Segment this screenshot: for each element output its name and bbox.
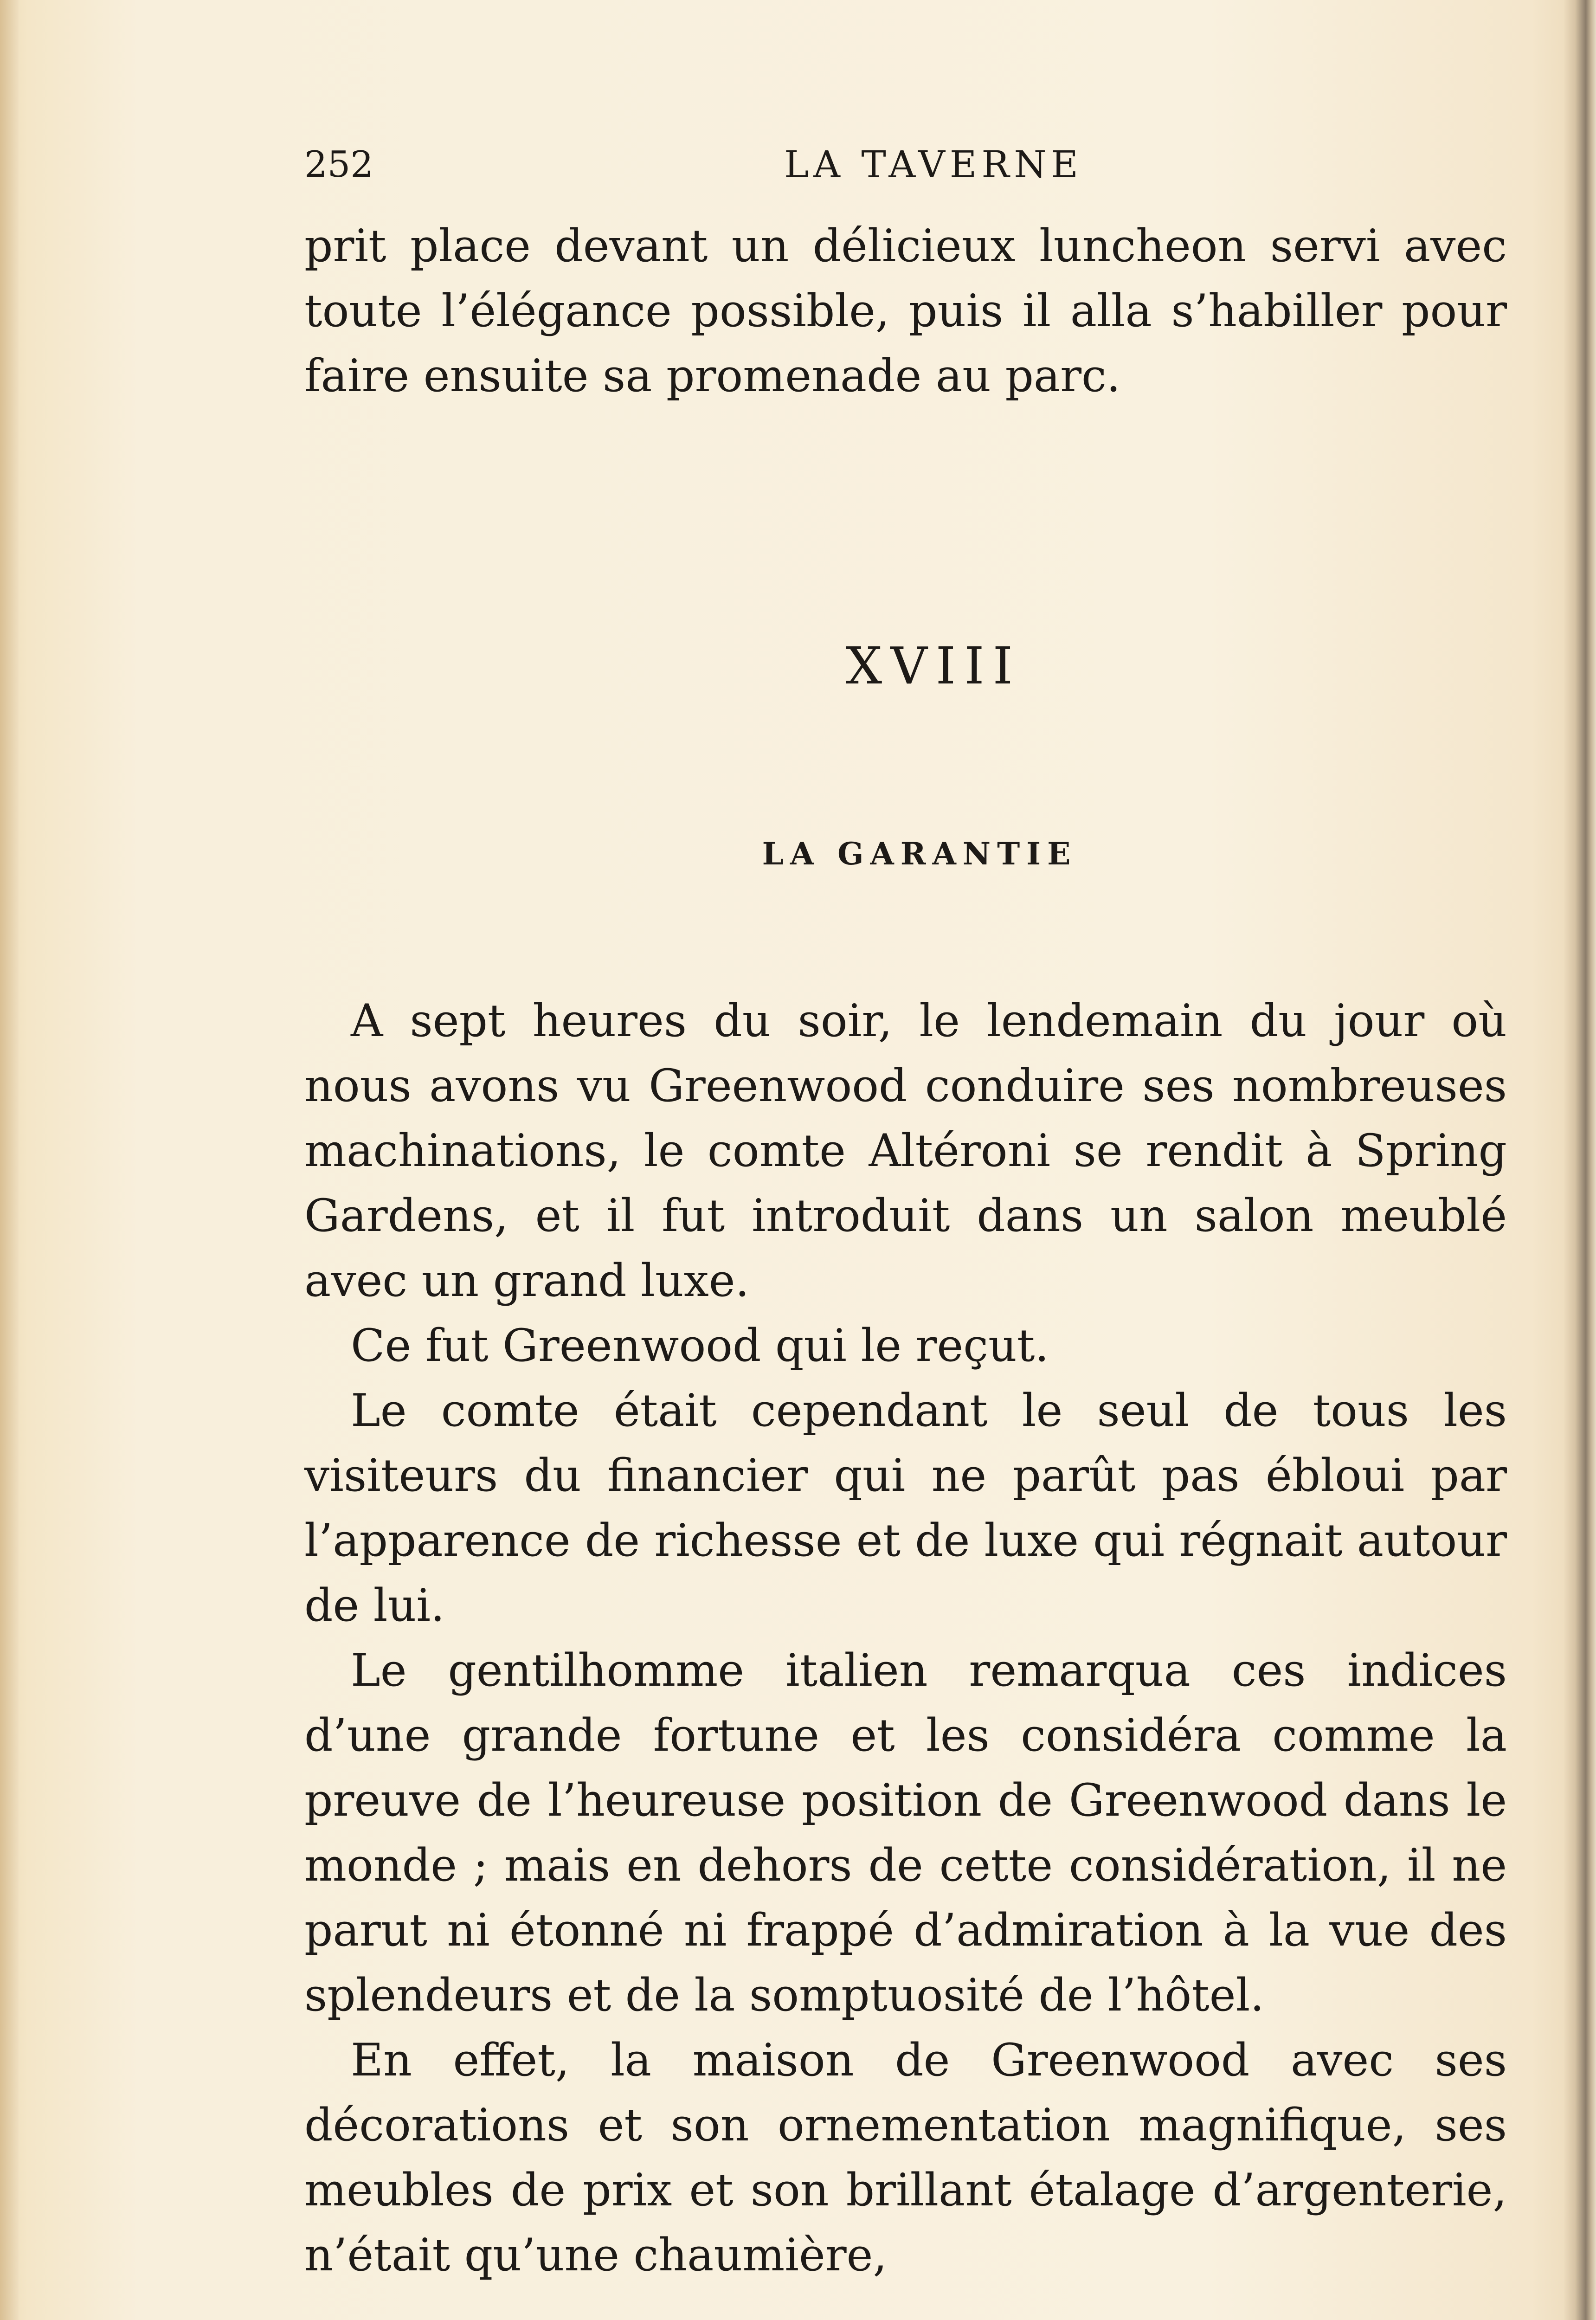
paragraph: Le gentilhomme italien remarqua ces indices d’une grande fortune et les considéra comme la preuve de l’heureuse position de Greenwood dans le monde ; mais en dehors de cette considération, il ne parut ni étonné ni frappé d’admiration à la vue des splendeurs et de la somptuosité de l’hôtel.	[304, 1644, 1507, 2021]
previous-chapter-text	[304, 213, 1507, 408]
paragraph: prit place devant un délicieux luncheon servi avec toute l’élégance possible, puis il alla s’habiller pour faire ensuite sa promenade au parc.	[304, 220, 1507, 402]
chapter-title: LA GARANTIE	[762, 836, 1077, 872]
paragraph: A sept heures du soir, le lendemain du jour où nous avons vu Greenwood conduire ses nombreuses machinations, le comte Altéroni se rendit à Spring Gardens, et il fut introduit dans un salon meublé avec un grand luxe.	[304, 995, 1507, 1307]
page-number: 252	[304, 144, 373, 186]
paragraph: Le comte était cependant le seul de tous les visiteurs du financier qui ne parût pas ébloui par l’apparence de richesse et de luxe qui régnait autour de lui.	[304, 1385, 1507, 1631]
chapter-body	[304, 988, 1507, 2288]
page-header	[304, 139, 1507, 190]
paragraph: Ce fut Greenwood qui le reçut.	[351, 1320, 1049, 1372]
binding-shadow	[1564, 0, 1596, 2320]
paragraph: En effet, la maison de Greenwood avec ses décorations et son ornementation magnifique, ses meubles de prix et son brillant étalage d’argenterie, n’était qu’une chaumière,	[304, 2034, 1507, 2281]
page-edge	[0, 0, 19, 2320]
chapter-number: XVIII	[845, 636, 1022, 696]
running-title: LA TAVERNE	[784, 143, 1083, 186]
